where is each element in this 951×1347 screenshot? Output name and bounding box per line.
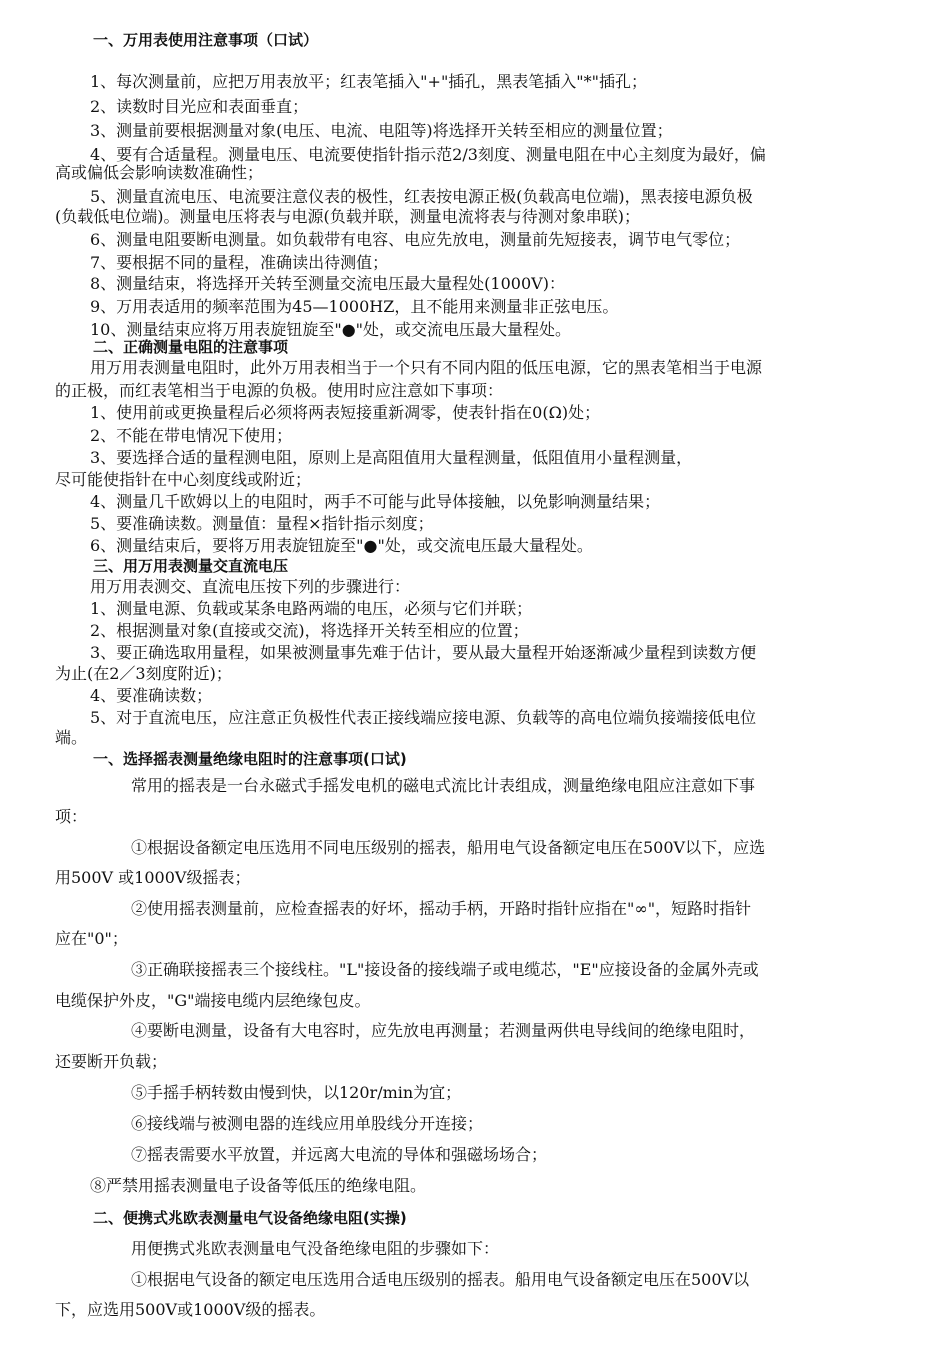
s4-line-8: 电缆保护外皮，"G"端接电缆内层绝缘包皮。 [55,991,371,1010]
s4-line-5: ②使用摇表测量前，应检查摇表的好坏，摇动手柄，开路时指针应指在"∞"，短路时指针 [131,899,752,918]
s1-item-2: 2、读数时目光应和表面垂直； [90,97,309,116]
s1-item-1: 1、每次测量前，应把万用表放平；红表笔插入"+"插孔，黑表笔插入"*"插孔； [90,72,648,91]
s1-item-4: 4、要有合适量程。测量电压、电流要使指针指示范2/3刻度、测量电阻在中心主刻度为最好，偏 [90,145,766,164]
s2-line-4: 2、不能在带电情况下使用； [90,426,293,445]
s3-line-5: 为止(在2／3刻度附近)； [55,664,232,683]
s1-item-8: 8、测量结束，将选择开关转至测量交流电压最大量程处(1000V)： [90,274,565,293]
s4-line-14: ⑧严禁用摇表测量电子设备等低压的绝缘电阻。 [90,1176,427,1195]
s4-line-1: 常用的摇表是一台永磁式手摇发电机的磁电式流比计表组成，测量绝缘电阻应注意如下事 [131,776,756,795]
s1-item-5: 5、测量直流电压、电流要注意仪表的极性，红表按电源正极(负载高电位端)，黑表接电源负极 [90,187,753,206]
s4-line-11: ⑤手摇手柄转数由慢到快，以120r/min为宜； [131,1083,462,1102]
s4-line-7: ③正确联接摇表三个接线柱。"L"接设备的接线端子或电缆芯，"E"应接设备的金属外壳或 [131,960,759,979]
s2-line-3: 1、使用前或更换量程后必须将两表短接重新凋零，使表针指在0(Ω)处； [90,403,601,422]
s2-line-2: 的正极，而红表笔相当于电源的负极。使用时应注意如下事项： [55,381,504,400]
s2-line-8: 5、要准确读数。测量值：量程×指针指示刻度； [90,514,434,533]
s3-line-3: 2、根据测量对象(直接或交流)，将选择开关转至相应的位置； [90,621,529,640]
s3-line-4: 3、要正确选取用量程，如果被测量事先难于估计，要从最大量程开始逐渐减少量程到读数方便 [90,643,757,662]
s3-line-8: 端。 [55,728,88,747]
s1-item-7: 7、要根据不同的量程，准确读出待测值； [90,253,389,272]
s4-line-6: 应在"0"； [55,929,128,948]
s5-line-1: 用便携式兆欧表测量电气没备绝缘电阻的步骤如下： [131,1239,500,1258]
s3-line-2: 1、测量电源、负载或某条电路两端的电压，必须与它们并联； [90,599,533,618]
s4-line-4: 用500V 或1000V级摇表； [55,868,251,887]
s3-line-7: 5、对于直流电压，应注意正负极性代表正接线端应接电源、负载等的高电位端负接端接低电位 [90,708,757,727]
section-3-title: 三、用万用表测量交直流电压 [93,557,289,575]
s2-line-7: 4、测量几千欧姆以上的电阻时，两手不可能与此导体接触，以免影响测量结果； [90,492,661,511]
s1-item-10: 10、测量结束应将万用表旋钮旋至"●"处，或交流电压最大量程处。 [90,320,572,339]
s1-item-5-cont: (负载低电位端)。测量电压将表与电源(负载并联，测量电流将表与待测对象串联)； [55,207,640,226]
s5-line-3: 下，应选用500V或1000V级的摇表。 [55,1300,326,1319]
s2-line-1: 用万用表测量电阻时，此外万用表相当于一个只有不同内阻的低压电源，它的黑表笔相当于电源 [90,358,763,377]
s4-line-13: ⑦摇表需要水平放置，并远离大电流的导体和强磁场场合； [131,1145,548,1164]
s4-line-2: 项： [55,807,88,826]
section-1-title: 一、万用表使用注意事项（口试） [93,31,319,49]
s2-line-5: 3、要选择合适的量程测电阻，原则上是高阻值用大量程测量，低阻值用小量程测量， [90,448,693,467]
s4-line-12: ⑥接线端与被测电器的连线应用单股线分开连接； [131,1114,484,1133]
s2-line-9: 6、测量结束后，要将万用表旋钮旋至"●"处，或交流电压最大量程处。 [90,536,593,555]
s2-line-6: 尽可能使指针在中心刻度线或附近； [55,470,312,489]
s4-line-9: ④要断电测量，设备有大电容时，应先放电再测量；若测量两供电导线间的绝缘电阻时， [131,1021,756,1040]
s1-item-6: 6、测量电阻要断电测量。如负载带有电容、电应先放电，测量前先短接表，调节电气零位； [90,230,741,249]
section-5-title: 二、便携式兆欧表测量电气设备绝缘电阻(实操) [93,1209,407,1227]
section-2-title: 二、正确测量电阻的注意事项 [93,338,289,356]
s3-line-1: 用万用表测交、直流电压按下列的步骤进行： [90,577,411,596]
s1-item-9: 9、万用表适用的频率范围为45—1000HZ，且不能用来测量非正弦电压。 [90,297,619,316]
s3-line-6: 4、要准确读数； [90,686,213,705]
s4-line-10: 还要断开负载； [55,1052,168,1071]
s5-line-2: ①根据电气设备的额定电压选用合适电压级别的摇表。船用电气设备额定电压在500V以 [131,1270,750,1289]
section-4-title: 一、选择摇表测量绝缘电阻时的注意事项(口试) [93,750,407,768]
s1-item-3: 3、测量前要根据测量对象(电压、电流、电阻等)将选择开关转至相应的测量位置； [90,121,673,140]
s1-item-4-cont: 高或偏低会影响读数准确性； [55,163,264,182]
s4-line-3: ①根据设备额定电压选用不同电压级别的摇表，船用电气设备额定电压在500V以下，应选 [131,838,766,857]
